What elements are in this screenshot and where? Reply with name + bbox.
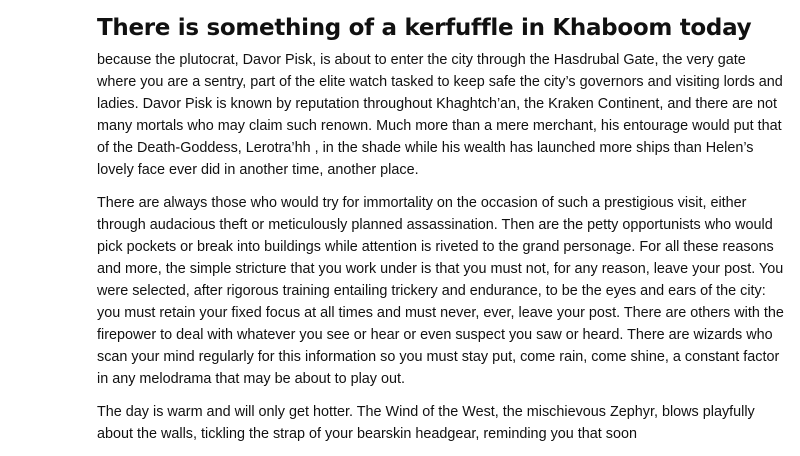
paragraph-3: The day is warm and will only get hotter. The Wind of the West, the mischievous Zephyr, blows playfully about the walls, tickling the strap of your bearskin headgear, reminding you that soon <box>97 404 755 442</box>
paragraph-1: because the plutocrat, Davor Pisk, is about to enter the city through the Hasdrubal Gate, the very gate where you are a sentry, part of the elite watch tasked to keep safe the city’s governors and visiting lords and ladies. Davor Pisk is known by reputation throughout Khaghtch’an, the Kraken Continent, and there are not many mortals who may claim such renown. Much more than a mere merchant, his entourage would put that of the Death-Goddess, Lerotra’hh , in the shade while his wealth has launched more ships than Helen’s lovely face ever did in another time, another place. <box>97 52 783 178</box>
document-title: There is something of a kerfuffle in Khaboom today <box>97 15 752 41</box>
paragraph-2: There are always those who would try for immortality on the occasion of such a prestigious visit, either through audacious theft or meticulously planned assassination. Then are the petty opportunists who would pick pockets or break into buildings while attention is riveted to the grand personage. For all these reasons and more, the simple stricture that you work under is that you must not, for any reason, leave your post. You were selected, after rigorous training entailing trickery and endurance, to be the eyes and ears of the city: you must retain your fixed focus at all times and must never, ever, leave your post. There are others with the firepower to deal with whatever you see or hear or even suspect you saw or heard. There are wizards who scan your mind regularly for this information so you must stay put, come rain, come shine, a constant factor in any melodrama that may be about to play out. <box>97 195 784 387</box>
document-page <box>97 12 787 456</box>
